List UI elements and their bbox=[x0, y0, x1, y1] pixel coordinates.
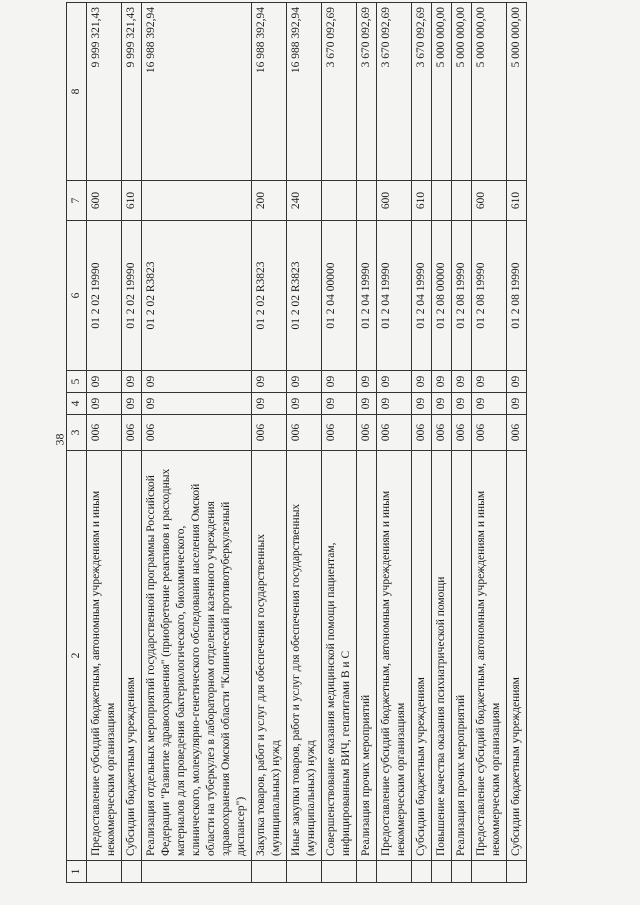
cell-c6: 01 2 02 R3823 bbox=[252, 221, 287, 371]
cell-c3: 006 bbox=[377, 415, 412, 451]
cell-c7 bbox=[452, 181, 472, 221]
table-row bbox=[322, 3, 357, 883]
cell-c7 bbox=[322, 181, 357, 221]
cell-c7: 600 bbox=[377, 181, 412, 221]
cell-c6: 01 2 08 00000 bbox=[432, 221, 452, 371]
header-cell: 5 bbox=[67, 371, 87, 393]
cell-c6: 01 2 04 19990 bbox=[412, 221, 432, 371]
cell-c4: 09 bbox=[122, 393, 142, 415]
table-row bbox=[357, 3, 377, 883]
cell-c5: 09 bbox=[377, 371, 412, 393]
cell-c1 bbox=[287, 861, 322, 883]
cell-c7: 610 bbox=[507, 181, 527, 221]
table-header-row bbox=[67, 3, 87, 883]
cell-c8: 9 999 321,43 bbox=[122, 3, 142, 181]
table-row bbox=[287, 3, 322, 883]
table-row bbox=[252, 3, 287, 883]
cell-c3: 006 bbox=[142, 415, 252, 451]
cell-c8: 9 999 321,43 bbox=[87, 3, 122, 181]
table-row bbox=[122, 3, 142, 883]
cell-c5: 09 bbox=[412, 371, 432, 393]
cell-c5: 09 bbox=[432, 371, 452, 393]
cell-c6: 01 2 08 19990 bbox=[472, 221, 507, 371]
cell-c2: Предоставление субсидий бюджетным, автономным учреждениям и иным некоммерческим организациям bbox=[377, 451, 412, 861]
cell-c6: 01 2 04 00000 bbox=[322, 221, 357, 371]
header-cell: 8 bbox=[67, 3, 87, 181]
cell-c5: 09 bbox=[472, 371, 507, 393]
table-row bbox=[377, 3, 412, 883]
cell-c8: 5 000 000,00 bbox=[472, 3, 507, 181]
cell-c2: Предоставление субсидий бюджетным, автономным учреждениям и иным некоммерческим организациям bbox=[87, 451, 122, 861]
cell-c4: 09 bbox=[377, 393, 412, 415]
cell-c2: Субсидии бюджетным учреждениям bbox=[412, 451, 432, 861]
cell-c7: 610 bbox=[412, 181, 432, 221]
cell-c6: 01 2 02 19990 bbox=[122, 221, 142, 371]
cell-c5: 09 bbox=[142, 371, 252, 393]
table-row bbox=[432, 3, 452, 883]
cell-c1 bbox=[452, 861, 472, 883]
cell-c1 bbox=[322, 861, 357, 883]
cell-c8: 3 670 092,69 bbox=[377, 3, 412, 181]
cell-c4: 09 bbox=[432, 393, 452, 415]
table-row bbox=[507, 3, 527, 883]
cell-c6: 01 2 08 19990 bbox=[452, 221, 472, 371]
cell-c4: 09 bbox=[87, 393, 122, 415]
cell-c5: 09 bbox=[87, 371, 122, 393]
cell-c7: 600 bbox=[472, 181, 507, 221]
cell-c7: 610 bbox=[122, 181, 142, 221]
cell-c1 bbox=[377, 861, 412, 883]
cell-c5: 09 bbox=[252, 371, 287, 393]
table-row bbox=[472, 3, 507, 883]
cell-c3: 006 bbox=[252, 415, 287, 451]
cell-c6: 01 2 08 19990 bbox=[507, 221, 527, 371]
header-cell: 7 bbox=[67, 181, 87, 221]
cell-c2: Реализация прочих мероприятий bbox=[357, 451, 377, 861]
cell-c8: 3 670 092,69 bbox=[357, 3, 377, 181]
cell-c5: 09 bbox=[357, 371, 377, 393]
cell-c8: 3 670 092,69 bbox=[322, 3, 357, 181]
cell-c1 bbox=[472, 861, 507, 883]
cell-c5: 09 bbox=[122, 371, 142, 393]
cell-c5: 09 bbox=[507, 371, 527, 393]
cell-c1 bbox=[412, 861, 432, 883]
cell-c1 bbox=[87, 861, 122, 883]
cell-c7: 200 bbox=[252, 181, 287, 221]
cell-c2: Повышение качества оказания психиатрической помощи bbox=[432, 451, 452, 861]
budget-table-rotated bbox=[66, 3, 626, 883]
cell-c4: 09 bbox=[507, 393, 527, 415]
cell-c7: 600 bbox=[87, 181, 122, 221]
cell-c4: 09 bbox=[357, 393, 377, 415]
cell-c5: 09 bbox=[287, 371, 322, 393]
cell-c1 bbox=[122, 861, 142, 883]
header-cell: 6 bbox=[67, 221, 87, 371]
table-row bbox=[142, 3, 252, 883]
table-row bbox=[452, 3, 472, 883]
cell-c1 bbox=[357, 861, 377, 883]
cell-c3: 006 bbox=[412, 415, 432, 451]
cell-c2: Субсидии бюджетным учреждениям bbox=[507, 451, 527, 861]
cell-c4: 09 bbox=[452, 393, 472, 415]
table-row bbox=[412, 3, 432, 883]
header-cell: 4 bbox=[67, 393, 87, 415]
cell-c3: 006 bbox=[432, 415, 452, 451]
cell-c8: 16 988 392,94 bbox=[252, 3, 287, 181]
cell-c3: 006 bbox=[357, 415, 377, 451]
cell-c3: 006 bbox=[287, 415, 322, 451]
page-number: 38 bbox=[52, 433, 67, 446]
cell-c3: 006 bbox=[472, 415, 507, 451]
cell-c3: 006 bbox=[87, 415, 122, 451]
cell-c6: 01 2 04 19990 bbox=[357, 221, 377, 371]
cell-c1 bbox=[252, 861, 287, 883]
cell-c5: 09 bbox=[322, 371, 357, 393]
cell-c8: 16 988 392,94 bbox=[287, 3, 322, 181]
cell-c4: 09 bbox=[322, 393, 357, 415]
header-cell: 1 bbox=[67, 861, 87, 883]
cell-c2: Совершенствование оказания медицинской помощи пациентам, инфицированным ВИЧ, гепатитами В и С bbox=[322, 451, 357, 861]
cell-c8: 5 000 000,00 bbox=[452, 3, 472, 181]
cell-c7 bbox=[432, 181, 452, 221]
cell-c7 bbox=[142, 181, 252, 221]
budget-table bbox=[66, 2, 527, 883]
cell-c2: Реализация отдельных мероприятий государственной программы Российской Федерации "Развитие здравоохранения" (приобретение реактивов и расходных материалов для проведения бактериологического, биохимического, клинического, молекулярно-генетического обследования населения Омской области на туберкулез в лабораторном отделении казенного учреждения здравоохранения Омской области "Клинический противотуберкулезный диспансер") bbox=[142, 451, 252, 861]
cell-c1 bbox=[142, 861, 252, 883]
header-cell: 2 bbox=[67, 451, 87, 861]
cell-c3: 006 bbox=[322, 415, 357, 451]
cell-c4: 09 bbox=[412, 393, 432, 415]
cell-c2: Предоставление субсидий бюджетным, автономным учреждениям и иным некоммерческим организациям bbox=[472, 451, 507, 861]
cell-c1 bbox=[432, 861, 452, 883]
cell-c4: 09 bbox=[252, 393, 287, 415]
cell-c7 bbox=[357, 181, 377, 221]
cell-c4: 09 bbox=[287, 393, 322, 415]
cell-c6: 01 2 02 R3823 bbox=[287, 221, 322, 371]
cell-c6: 01 2 02 19990 bbox=[87, 221, 122, 371]
cell-c3: 006 bbox=[122, 415, 142, 451]
cell-c1 bbox=[507, 861, 527, 883]
cell-c3: 006 bbox=[452, 415, 472, 451]
cell-c2: Реализация прочих мероприятий bbox=[452, 451, 472, 861]
cell-c8: 5 000 000,00 bbox=[432, 3, 452, 181]
cell-c2: Иные закупки товаров, работ и услуг для обеспечения государственных (муниципальных) нужд bbox=[287, 451, 322, 861]
cell-c6: 01 2 04 19990 bbox=[377, 221, 412, 371]
header-cell: 3 bbox=[67, 415, 87, 451]
cell-c6: 01 2 02 R3823 bbox=[142, 221, 252, 371]
table-row bbox=[87, 3, 122, 883]
cell-c5: 09 bbox=[452, 371, 472, 393]
cell-c4: 09 bbox=[472, 393, 507, 415]
cell-c2: Закупка товаров, работ и услуг для обеспечения государственных (муниципальных) нужд bbox=[252, 451, 287, 861]
cell-c3: 006 bbox=[507, 415, 527, 451]
cell-c8: 5 000 000,00 bbox=[507, 3, 527, 181]
cell-c8: 3 670 092,69 bbox=[412, 3, 432, 181]
cell-c8: 16 988 392,94 bbox=[142, 3, 252, 181]
cell-c7: 240 bbox=[287, 181, 322, 221]
cell-c2: Субсидии бюджетным учреждениям bbox=[122, 451, 142, 861]
cell-c4: 09 bbox=[142, 393, 252, 415]
